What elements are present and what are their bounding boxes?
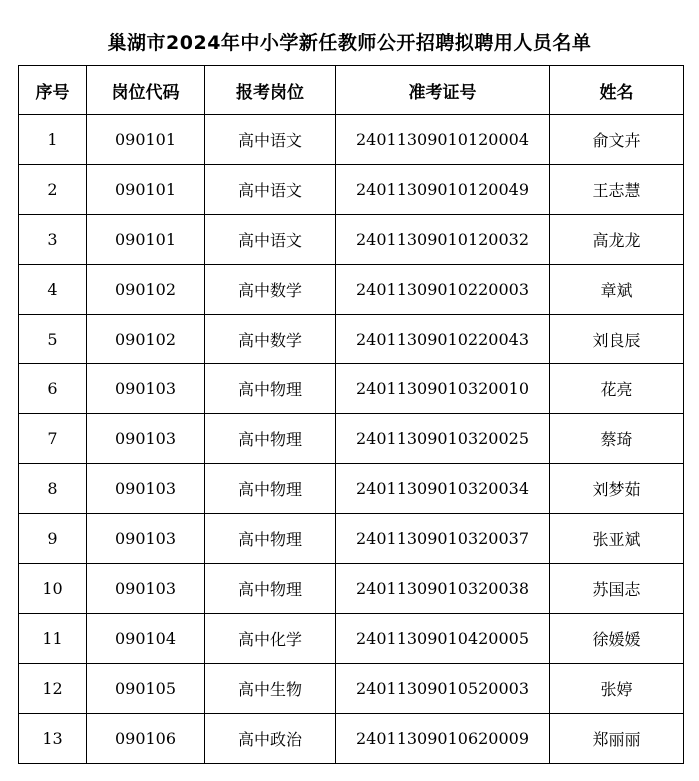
cell-serial-number: 3 xyxy=(19,214,87,264)
cell-admission-ticket-number: 24011309010320038 xyxy=(336,564,550,614)
cell-name: 俞文卉 xyxy=(550,115,684,165)
table-row xyxy=(19,164,684,214)
cell-admission-ticket-number: 24011309010120032 xyxy=(336,214,550,264)
table-header-row xyxy=(19,66,684,115)
cell-name: 王志慧 xyxy=(550,164,684,214)
cell-admission-ticket-number: 24011309010420005 xyxy=(336,613,550,663)
cell-name: 花亮 xyxy=(550,364,684,414)
header-admission-ticket-number: 准考证号 xyxy=(336,66,550,115)
cell-admission-ticket-number: 24011309010320025 xyxy=(336,414,550,464)
cell-applied-post: 高中物理 xyxy=(205,464,336,514)
cell-post-code: 090103 xyxy=(87,564,205,614)
cell-name: 郑丽丽 xyxy=(550,713,684,763)
table-row xyxy=(19,613,684,663)
table-row xyxy=(19,264,684,314)
cell-admission-ticket-number: 24011309010620009 xyxy=(336,713,550,763)
cell-applied-post: 高中语文 xyxy=(205,214,336,264)
cell-admission-ticket-number: 24011309010220003 xyxy=(336,264,550,314)
cell-serial-number: 4 xyxy=(19,264,87,314)
cell-name: 刘梦茹 xyxy=(550,464,684,514)
cell-post-code: 090106 xyxy=(87,713,205,763)
cell-post-code: 090103 xyxy=(87,414,205,464)
cell-post-code: 090103 xyxy=(87,464,205,514)
cell-serial-number: 11 xyxy=(19,613,87,663)
cell-applied-post: 高中数学 xyxy=(205,264,336,314)
cell-name: 徐媛媛 xyxy=(550,613,684,663)
cell-admission-ticket-number: 24011309010220043 xyxy=(336,314,550,364)
table-row xyxy=(19,214,684,264)
cell-applied-post: 高中语文 xyxy=(205,115,336,165)
cell-post-code: 090103 xyxy=(87,514,205,564)
cell-admission-ticket-number: 24011309010320034 xyxy=(336,464,550,514)
header-name: 姓名 xyxy=(550,66,684,115)
table-row xyxy=(19,663,684,713)
cell-name: 章斌 xyxy=(550,264,684,314)
table-row xyxy=(19,364,684,414)
cell-serial-number: 1 xyxy=(19,115,87,165)
cell-serial-number: 7 xyxy=(19,414,87,464)
cell-serial-number: 6 xyxy=(19,364,87,414)
table-row xyxy=(19,713,684,763)
cell-applied-post: 高中语文 xyxy=(205,164,336,214)
cell-applied-post: 高中物理 xyxy=(205,564,336,614)
cell-post-code: 090104 xyxy=(87,613,205,663)
cell-admission-ticket-number: 24011309010320010 xyxy=(336,364,550,414)
cell-applied-post: 高中生物 xyxy=(205,663,336,713)
cell-admission-ticket-number: 24011309010320037 xyxy=(336,514,550,564)
cell-applied-post: 高中物理 xyxy=(205,364,336,414)
table-row xyxy=(19,314,684,364)
cell-name: 苏国志 xyxy=(550,564,684,614)
cell-serial-number: 5 xyxy=(19,314,87,364)
table-row xyxy=(19,564,684,614)
cell-applied-post: 高中物理 xyxy=(205,414,336,464)
table-row xyxy=(19,514,684,564)
cell-name: 蔡琦 xyxy=(550,414,684,464)
cell-name: 刘良辰 xyxy=(550,314,684,364)
cell-serial-number: 10 xyxy=(19,564,87,614)
cell-admission-ticket-number: 24011309010120004 xyxy=(336,115,550,165)
cell-applied-post: 高中数学 xyxy=(205,314,336,364)
table-row xyxy=(19,464,684,514)
hiring-list-table xyxy=(18,65,684,764)
cell-post-code: 090103 xyxy=(87,364,205,414)
cell-post-code: 090101 xyxy=(87,214,205,264)
cell-serial-number: 8 xyxy=(19,464,87,514)
cell-serial-number: 12 xyxy=(19,663,87,713)
cell-serial-number: 2 xyxy=(19,164,87,214)
cell-post-code: 090101 xyxy=(87,115,205,165)
table-row xyxy=(19,115,684,165)
header-serial-number: 序号 xyxy=(19,66,87,115)
cell-applied-post: 高中政治 xyxy=(205,713,336,763)
cell-applied-post: 高中物理 xyxy=(205,514,336,564)
cell-serial-number: 9 xyxy=(19,514,87,564)
cell-name: 张婷 xyxy=(550,663,684,713)
cell-admission-ticket-number: 24011309010120049 xyxy=(336,164,550,214)
table-row xyxy=(19,414,684,464)
header-post-code: 岗位代码 xyxy=(87,66,205,115)
cell-admission-ticket-number: 24011309010520003 xyxy=(336,663,550,713)
cell-applied-post: 高中化学 xyxy=(205,613,336,663)
cell-post-code: 090101 xyxy=(87,164,205,214)
header-applied-post: 报考岗位 xyxy=(205,66,336,115)
cell-post-code: 090102 xyxy=(87,264,205,314)
cell-name: 张亚斌 xyxy=(550,514,684,564)
cell-post-code: 090102 xyxy=(87,314,205,364)
cell-name: 高龙龙 xyxy=(550,214,684,264)
document-title: 巢湖市2024年中小学新任教师公开招聘拟聘用人员名单 xyxy=(107,32,592,54)
cell-serial-number: 13 xyxy=(19,713,87,763)
cell-post-code: 090105 xyxy=(87,663,205,713)
